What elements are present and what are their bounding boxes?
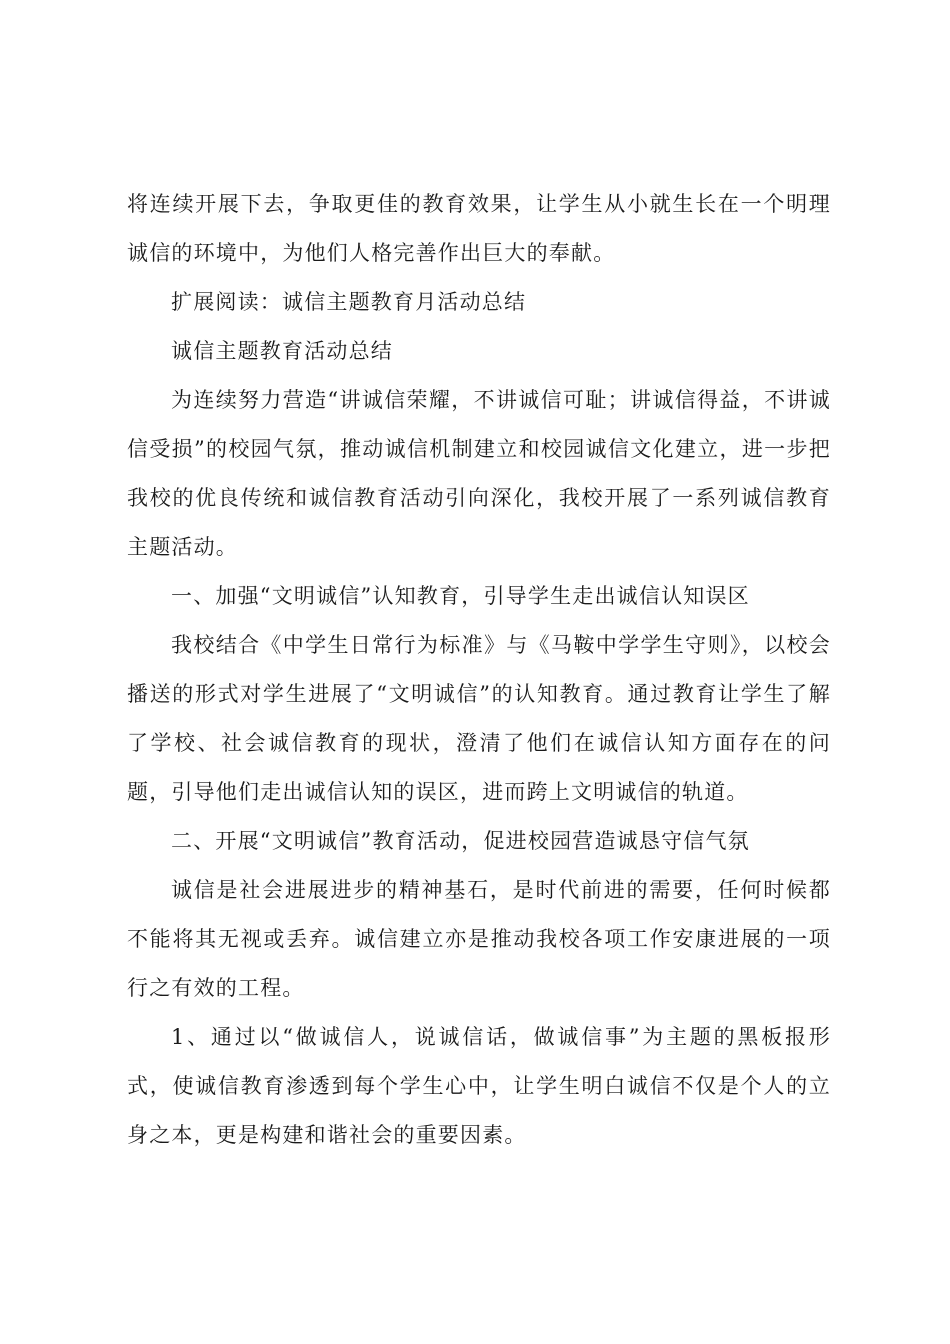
paragraph-section-2: 诚信是社会进展进步的精神基石，是时代前进的需要，任何时候都不能将其无视或丢弃。诚信建立亦是推动我校各项工作安康进展的一项行之有效的工程。: [127, 878, 831, 1000]
paragraph-item-1: 1、通过以“做诚信人，说诚信话，做诚信事”为主题的黑板报形式，使诚信教育渗透到每个学生心中，让学生明白诚信不仅是个人的立身之本，更是构建和谐社会的重要因素。: [127, 1025, 831, 1147]
paragraph-section-1: 我校结合《中学生日常行为标准》与《马鞍中学学生守则》，以校会播送的形式对学生进展了“文明诚信”的认知教育。通过教育让学生了解了学校、社会诚信教育的现状，澄清了他们在诚信认知方面存在的问题，引导他们走出诚信认知的误区，进而跨上文明诚信的轨道。: [127, 633, 831, 804]
section-heading-2: 二、开展“文明诚信”教育活动，促进校园营造诚恳守信气氛: [171, 829, 750, 853]
paragraph-intro: 为连续努力营造“讲诚信荣耀，不讲诚信可耻；讲诚信得益，不讲诚信受损”的校园气氛，推动诚信机制建立和校园诚信文化建立，进一步把我校的优良传统和诚信教育活动引向深化，我校开展了一系列诚信教育主题活动。: [127, 388, 831, 559]
document-page: [127, 180, 831, 1160]
document-title: 诚信主题教育活动总结: [171, 339, 393, 363]
section-heading-1: 一、加强“文明诚信”认知教育，引导学生走出诚信认知误区: [171, 584, 750, 608]
extended-reading-heading: 扩展阅读：诚信主题教育月活动总结: [171, 290, 527, 314]
paragraph-continuation: 将连续开展下去，争取更佳的教育效果，让学生从小就生长在一个明理诚信的环境中，为他们人格完善作出巨大的奉献。: [127, 192, 831, 265]
